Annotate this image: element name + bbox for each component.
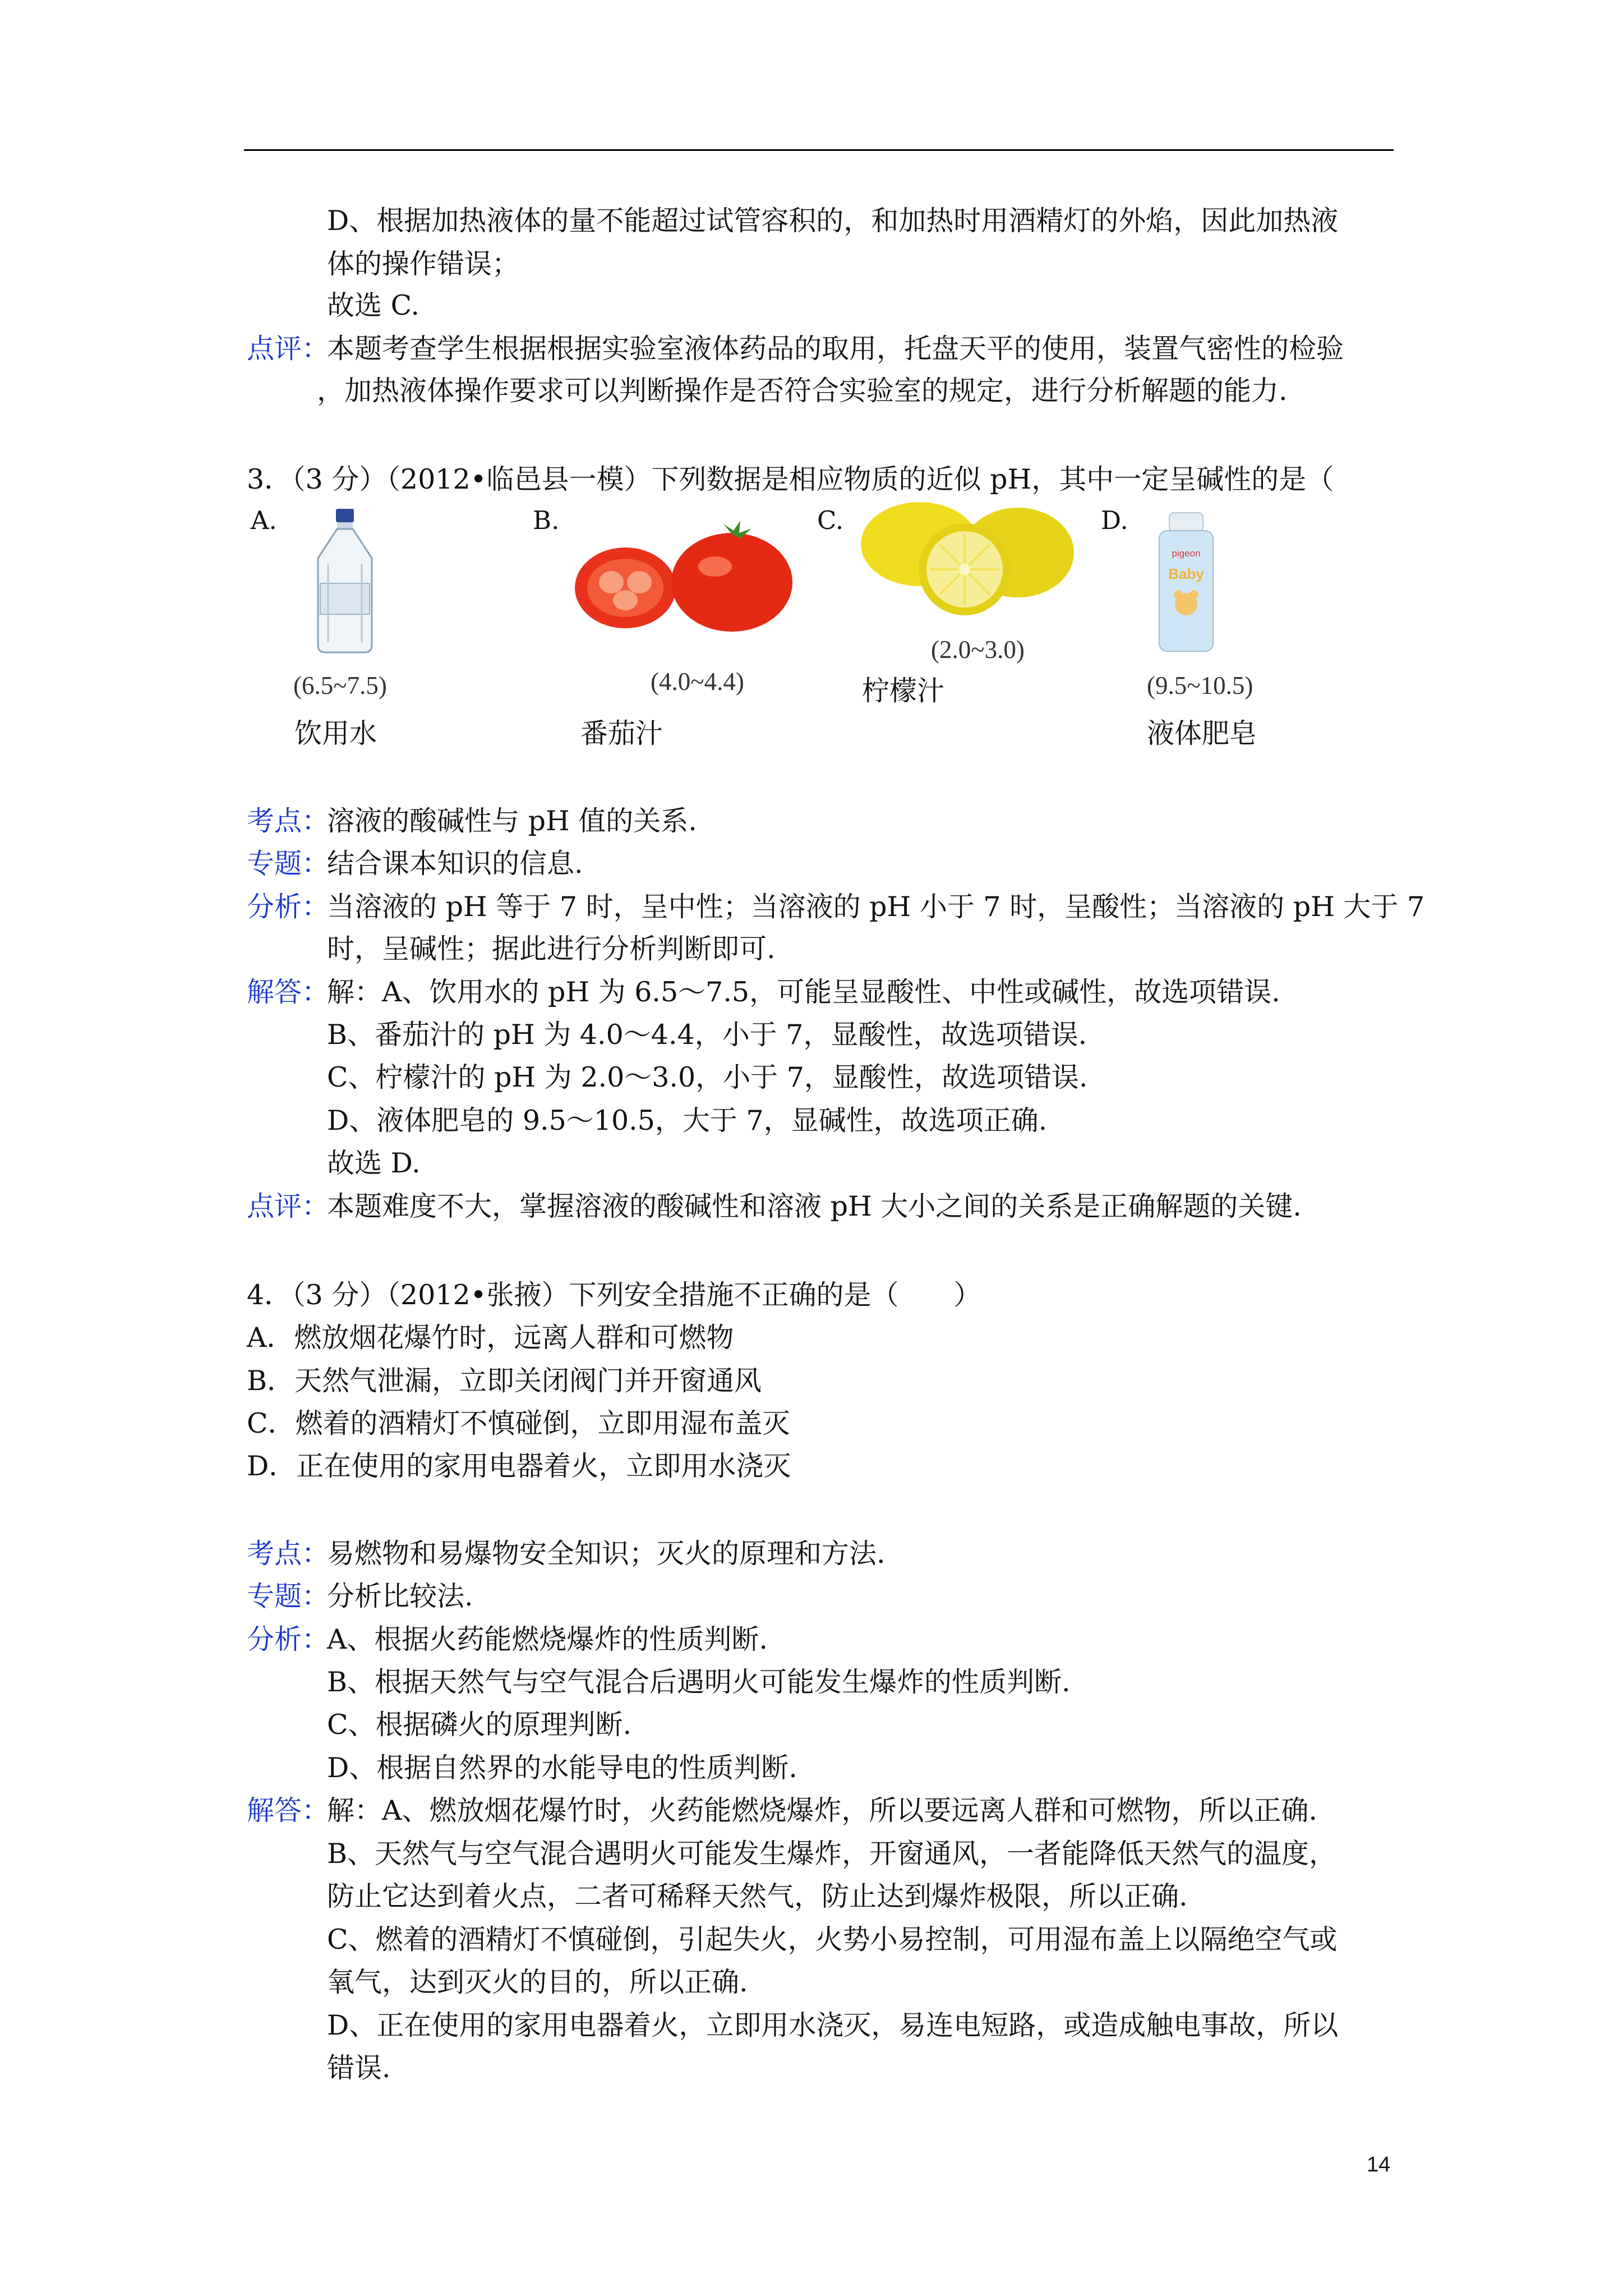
q4-jieda-line: 氧气，达到灭火的目的，所以正确. (327, 1966, 748, 1998)
q3-fenxi-line1: 当溶液的 pH 等于 7 时，呈中性；当溶液的 pH 小于 7 时，呈酸性；当溶液的 pH 大于 7 (327, 891, 1425, 923)
block1-comment-line1: 本题考查学生根据根据实验室液体药品的取用，托盘天平的使用，装置气密性的检验 (327, 333, 1344, 365)
q3-jieda-label: 解答： (247, 976, 330, 1008)
q3-dianping-label: 点评： (247, 1190, 330, 1222)
q4-kaodian: 易燃物和易爆物安全知识；灭火的原理和方法. (327, 1538, 886, 1570)
q4-zhuanti: 分析比较法. (327, 1580, 473, 1612)
block1-comment-label: 点评： (247, 333, 330, 365)
q4-jieda-line: B、天然气与空气混合遇明火可能发生爆炸，开窗通风，一者能降低天然气的温度， (327, 1838, 1337, 1870)
q4-jieda-line: C、燃着的酒精灯不慎碰倒，引起失火，火势小易控制，可用湿布盖上以隔绝空气或 (327, 1924, 1338, 1955)
tomato-image (572, 516, 796, 634)
q4-jieda-line: 错误. (327, 2052, 391, 2084)
bottle-baby-text: Baby (1168, 565, 1204, 582)
page-number: 14 (1367, 2153, 1391, 2177)
q3-stem: 3．（3 分）（2012•临邑县一模）下列数据是相应物质的近似 pH，其中一定呈碱性的是（ (247, 463, 1334, 495)
liquid-soap-bottle-image (1152, 512, 1220, 655)
q4-fenxi-line: A、根据火药能燃烧爆炸的性质判断. (327, 1623, 768, 1655)
q3-option-a-ph: (6.5~7.5) (293, 671, 387, 700)
q3-option-c-name: 柠檬汁 (862, 675, 945, 707)
lemon-image (858, 499, 1077, 620)
q3-option-d-letter: D. (1101, 505, 1128, 535)
q3-option-a-letter: A. (251, 505, 277, 535)
q3-fenxi-label: 分析： (247, 891, 330, 923)
q4-jieda-line: 解：A、燃放烟花爆竹时，火药能燃烧爆炸，所以要远离人群和可燃物，所以正确. (327, 1795, 1317, 1826)
q3-jieda-line: D、液体肥皂的 9.5～10.5，大于 7，显碱性，故选项正确. (327, 1105, 1048, 1137)
q3-jieda-line: 解：A、饮用水的 pH 为 6.5～7.5，可能呈显酸性、中性或碱性，故选项错误. (327, 976, 1280, 1008)
block1-d-line2: 体的操作错误； (327, 248, 520, 280)
q4-fenxi-line: B、根据天然气与空气混合后遇明火可能发生爆炸的性质判断. (327, 1666, 1071, 1698)
water-bottle-image (306, 508, 384, 656)
q3-option-b-ph: (4.0~4.4) (651, 668, 744, 696)
q3-option-b-name: 番茄汁 (580, 717, 663, 749)
q3-zhuanti-label: 专题： (247, 848, 330, 880)
q4-stem: 4．（3 分）（2012•张掖）下列安全措施不正确的是（ ） (247, 1279, 981, 1311)
q4-option: A．燃放烟花爆竹时，远离人群和可燃物 (247, 1322, 734, 1354)
block1-conclusion: 故选 C. (327, 289, 419, 321)
q3-kaodian: 溶液的酸碱性与 pH 值的关系. (327, 805, 697, 837)
q4-fenxi-label: 分析： (247, 1623, 330, 1655)
q4-kaodian-label: 考点： (247, 1538, 330, 1570)
q3-kaodian-label: 考点： (247, 805, 330, 837)
q3-option-d-ph: (9.5~10.5) (1147, 671, 1253, 700)
q3-option-a-name: 饮用水 (294, 717, 377, 749)
q3-option-c-ph: (2.0~3.0) (931, 636, 1025, 664)
q4-jieda-line: D、正在使用的家用电器着火，立即用水浇灭，易连电短路，或造成触电事故，所以 (327, 2009, 1339, 2041)
q3-jieda-line: B、番茄汁的 pH 为 4.0～4.4，小于 7，显酸性，故选项错误. (327, 1019, 1087, 1051)
q3-dianping: 本题难度不大，掌握溶液的酸碱性和溶液 pH 大小之间的关系是正确解题的关键. (327, 1190, 1302, 1222)
q4-fenxi-line: D、根据自然界的水能导电的性质判断. (327, 1752, 797, 1784)
q4-option: B．天然气泄漏，立即关闭阀门并开窗通风 (247, 1365, 762, 1397)
block1-comment-line2: ，加热液体操作要求可以判断操作是否符合实验室的规定，进行分析解题的能力. (317, 375, 1288, 407)
block1-d-line1: D、根据加热液体的量不能超过试管容积的，和加热时用酒精灯的外焰，因此加热液 (327, 205, 1339, 237)
q3-fenxi-line2: 时，呈碱性；据此进行分析判断即可. (327, 933, 776, 965)
q4-jieda-line: 防止它达到着火点，二者可稀释天然气，防止达到爆炸极限，所以正确. (327, 1880, 1188, 1912)
q3-option-c-letter: C. (817, 505, 844, 535)
q3-jieda-line: C、柠檬汁的 pH 为 2.0～3.0，小于 7，显酸性，故选项错误. (327, 1061, 1088, 1093)
q4-fenxi-line: C、根据磷火的原理判断. (327, 1709, 632, 1741)
q3-zhuanti: 结合课本知识的信息. (327, 848, 583, 880)
header-rule (244, 149, 1394, 151)
bottle-brand-text: pigeon (1172, 548, 1201, 559)
q3-jieda-line: 故选 D. (327, 1147, 421, 1179)
q3-option-d-name: 液体肥皂 (1147, 717, 1257, 749)
q4-option: D．正在使用的家用电器着火，立即用水浇灭 (247, 1450, 791, 1482)
q4-jieda-label: 解答： (247, 1795, 330, 1826)
q4-option: C．燃着的酒精灯不慎碰倒，立即用湿布盖灭 (247, 1407, 790, 1439)
q3-option-b-letter: B. (533, 505, 560, 535)
q4-zhuanti-label: 专题： (247, 1580, 330, 1612)
